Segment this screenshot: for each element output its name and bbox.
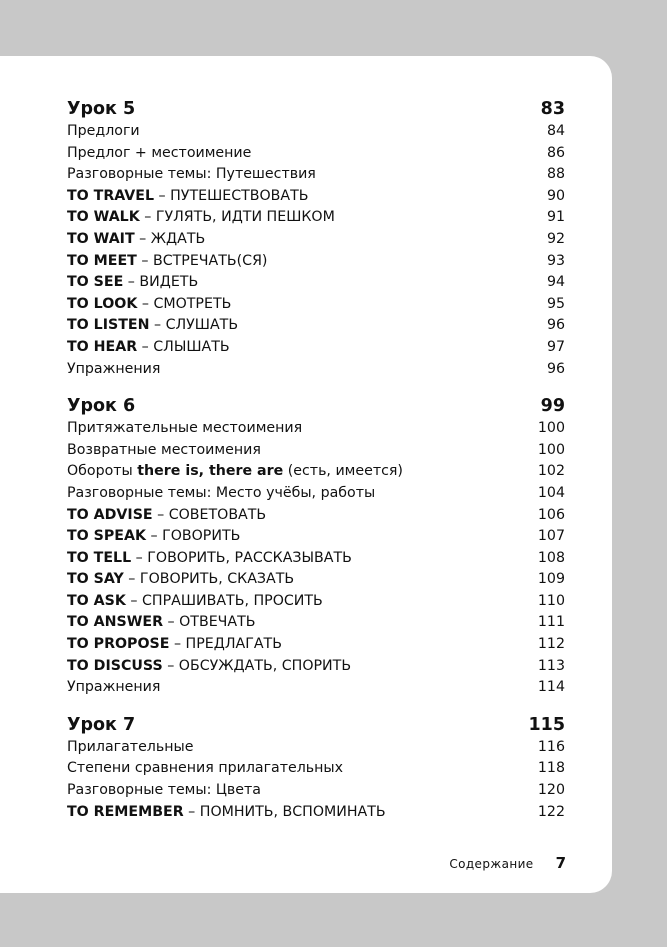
verb-label: TO SPEAK (67, 528, 146, 545)
verb-translation: – СПРАШИВАТЬ, ПРОСИТЬ (125, 592, 323, 609)
toc-entry-title (67, 207, 335, 229)
toc-entry (67, 229, 565, 251)
toc-entry-page: 100 (537, 441, 565, 458)
toc-entry-title (67, 186, 309, 208)
toc-entry (67, 186, 565, 208)
toc-entry (67, 337, 565, 359)
toc-entry-title: Прилагательные (67, 738, 194, 755)
toc-entry (67, 505, 565, 527)
toc-entry (67, 569, 565, 591)
toc-entry (67, 461, 565, 483)
toc-entry (67, 207, 565, 229)
toc-entry (67, 548, 565, 570)
verb-label: TO REMEMBER (67, 803, 184, 820)
toc-entry-title (67, 337, 230, 359)
toc-entry-page: 113 (537, 657, 565, 674)
toc-entry-title: Предлоги (67, 123, 140, 139)
toc-entry-title: Упражнения (67, 679, 161, 696)
toc-entry (67, 121, 565, 143)
toc-entry-title (67, 294, 231, 316)
toc-entry-page: 96 (546, 317, 565, 334)
toc-entry-page: 91 (546, 209, 565, 226)
lesson-page: 115 (528, 714, 565, 735)
toc-entry-title: Разговорные темы: Путешествия (67, 166, 316, 183)
table-of-contents (67, 98, 565, 838)
toc-entry-page: 95 (546, 295, 565, 312)
verb-translation: – ОТВЕЧАТЬ (163, 614, 256, 631)
toc-entry-title (67, 802, 386, 824)
lesson-heading (67, 714, 565, 737)
verb-label: TO HEAR (67, 338, 138, 355)
toc-entry (67, 780, 565, 802)
verb-translation: – СЛУШАТЬ (149, 317, 239, 334)
toc-entry-page: 102 (537, 463, 565, 480)
lesson-heading (67, 98, 565, 121)
toc-entry-page: 111 (537, 614, 565, 631)
toc-entry-title (67, 229, 205, 251)
toc-entry-page: 114 (537, 679, 565, 696)
toc-section (67, 395, 565, 699)
toc-entry-page: 84 (546, 123, 565, 139)
verb-translation: – СОВЕТОВАТЬ (152, 506, 267, 523)
toc-entry (67, 164, 565, 186)
lesson-title: Урок 6 (67, 396, 136, 417)
toc-section (67, 98, 565, 380)
toc-entry-title (67, 548, 352, 570)
toc-entry-page: 90 (546, 187, 565, 204)
verb-label: TO DISCUSS (67, 657, 163, 674)
toc-entry-page: 106 (537, 506, 565, 523)
lesson-page: 99 (540, 396, 565, 417)
toc-entry-page: 97 (546, 338, 565, 355)
verb-translation: – ОБСУЖДАТЬ, СПОРИТЬ (162, 657, 352, 674)
toc-entry-page: 92 (546, 230, 565, 247)
verb-label: TO TELL (67, 549, 132, 566)
book-page (0, 56, 612, 893)
toc-entry-title: Разговорные темы: Место учёбы, работы (67, 484, 376, 501)
toc-entry-title (67, 569, 294, 591)
verb-translation: – СМОТРЕТЬ (137, 295, 232, 312)
toc-entry (67, 737, 565, 759)
toc-entry-page: 112 (537, 636, 565, 653)
verb-label: TO TRAVEL (67, 187, 155, 204)
verb-translation: – ПОМНИТЬ, ВСПОМИНАТЬ (183, 803, 386, 820)
footer-label: Содержание (449, 857, 534, 871)
toc-entry (67, 758, 565, 780)
toc-entry-title (67, 272, 198, 294)
verb-translation: – ПРЕДЛАГАТЬ (169, 636, 282, 653)
toc-entry (67, 677, 565, 699)
verb-translation: – ГОВОРИТЬ (145, 528, 241, 545)
entry-text-part: there is, there are (137, 463, 284, 480)
toc-entry-title (67, 251, 267, 273)
toc-entry (67, 634, 565, 656)
verb-translation: – ГОВОРИТЬ, РАССКАЗЫВАТЬ (131, 549, 352, 566)
entry-text-part: (есть, имеется) (283, 463, 403, 480)
toc-entry-title: Возвратные местоимения (67, 441, 261, 458)
toc-entry-title: Степени сравнения прилагательных (67, 760, 344, 777)
lesson-page: 83 (540, 99, 565, 119)
toc-entry (67, 526, 565, 548)
toc-entry (67, 802, 565, 824)
verb-label: TO LISTEN (67, 317, 150, 334)
toc-entry-page: 93 (546, 252, 565, 269)
toc-entry-title: Разговорные темы: Цвета (67, 782, 261, 799)
toc-entry (67, 440, 565, 462)
verb-label: TO WAIT (67, 230, 135, 247)
toc-entry-page: 100 (537, 420, 565, 437)
toc-entry-page: 94 (546, 274, 565, 291)
verb-translation: – ЖДАТЬ (134, 230, 206, 247)
toc-entry (67, 418, 565, 440)
toc-entry (67, 272, 565, 294)
verb-translation: – ВСТРЕЧАТЬ(СЯ) (136, 252, 268, 269)
toc-entry-title (67, 634, 282, 656)
verb-label: TO ASK (67, 592, 126, 609)
toc-entry-title (67, 612, 256, 634)
lesson-title: Урок 7 (67, 714, 136, 735)
toc-entry (67, 315, 565, 337)
toc-entry-page: 108 (537, 549, 565, 566)
toc-section (67, 714, 565, 823)
toc-entry-title (67, 591, 323, 613)
toc-entry-title: Притяжательные местоимения (67, 420, 303, 437)
toc-entry (67, 294, 565, 316)
verb-label: TO SEE (67, 274, 124, 291)
verb-label: TO SAY (67, 571, 124, 588)
page-footer (449, 854, 566, 872)
verb-label: TO MEET (67, 252, 137, 269)
toc-entry-page: 96 (546, 360, 565, 377)
verb-translation: – ГУЛЯТЬ, ИДТИ ПЕШКОМ (139, 209, 335, 226)
toc-entry-page: 118 (537, 760, 565, 777)
toc-entry-page: 88 (546, 166, 565, 183)
verb-translation: – СЛЫШАТЬ (137, 338, 230, 355)
toc-entry-page: 116 (537, 738, 565, 755)
toc-entry (67, 656, 565, 678)
toc-entry (67, 483, 565, 505)
entry-text-part: Обороты (67, 463, 138, 480)
toc-entry-title (67, 461, 403, 483)
verb-label: TO ANSWER (67, 614, 164, 631)
verb-label: TO ADVISE (67, 506, 153, 523)
toc-entry-page: 86 (546, 144, 565, 161)
verb-translation: – ВИДЕТЬ (123, 274, 199, 291)
toc-entry (67, 251, 565, 273)
lesson-title: Урок 5 (67, 99, 136, 119)
verb-label: TO PROPOSE (67, 636, 170, 653)
toc-entry-title (67, 526, 240, 548)
toc-entry-page: 107 (537, 528, 565, 545)
verb-translation: – ГОВОРИТЬ, СКАЗАТЬ (123, 571, 295, 588)
verb-translation: – ПУТЕШЕСТВОВАТЬ (154, 187, 309, 204)
toc-entry-page: 104 (537, 484, 565, 501)
toc-entry-title: Упражнения (67, 360, 161, 377)
toc-entry-page: 110 (537, 592, 565, 609)
page-number: 7 (555, 854, 566, 872)
toc-entry (67, 591, 565, 613)
verb-label: TO LOOK (67, 295, 138, 312)
toc-entry-title: Предлог + местоимение (67, 144, 252, 161)
toc-entry-page: 120 (537, 782, 565, 799)
toc-entry (67, 612, 565, 634)
toc-entry-title (67, 315, 238, 337)
verb-label: TO WALK (67, 209, 140, 226)
toc-entry (67, 143, 565, 165)
toc-entry (67, 359, 565, 381)
toc-entry-title (67, 505, 266, 527)
toc-entry-title (67, 656, 351, 678)
lesson-heading (67, 395, 565, 418)
toc-entry-page: 109 (537, 571, 565, 588)
toc-entry-page: 122 (537, 803, 565, 820)
